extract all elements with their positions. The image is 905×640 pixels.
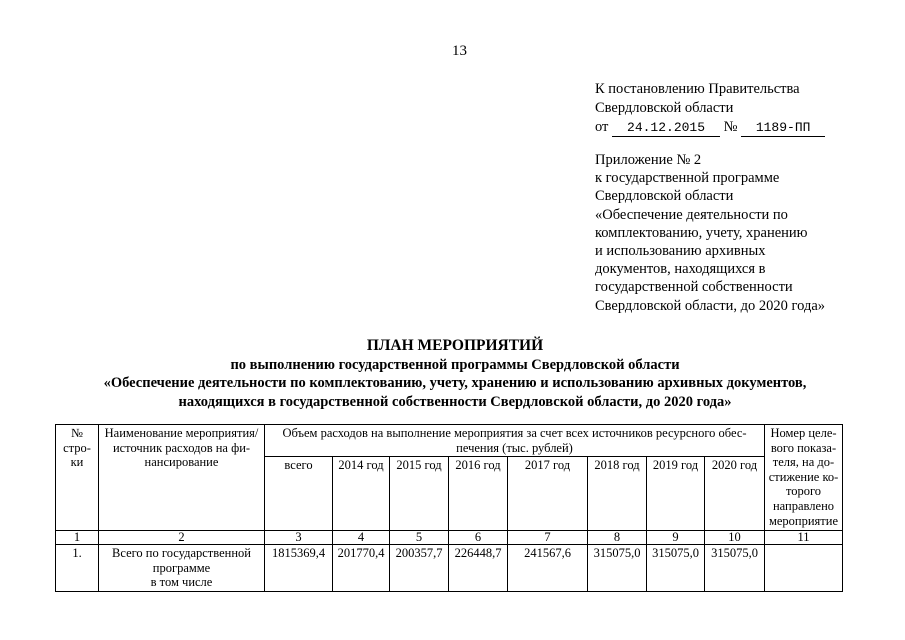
- header-name: [99, 425, 265, 531]
- value-2019: 315075,0: [647, 545, 705, 592]
- column-number: 4: [333, 531, 390, 545]
- title-line-4: находящихся в государственной собственности Свердловской области, до 2020 года»: [178, 393, 732, 410]
- plan-table: [55, 424, 843, 592]
- header-row-number: [56, 425, 99, 531]
- header-text: стро-: [63, 440, 91, 455]
- header-year-2020: 2020 год: [705, 457, 765, 531]
- appendix-line: Приложение № 2: [595, 152, 702, 168]
- appendix-note: [595, 151, 825, 315]
- header-year-2015: 2015 год: [390, 457, 449, 531]
- number-label: №: [723, 119, 738, 135]
- appendix-line: комплектованию, учету, хранению: [595, 224, 808, 241]
- row-number: 1.: [56, 545, 99, 592]
- appendix-line: государственной собственности: [595, 279, 793, 296]
- value-target: [765, 545, 843, 592]
- column-number: 7: [508, 531, 588, 545]
- row-name-line: программе: [152, 560, 211, 575]
- appendix-line: Свердловской области, до 2020 года»: [595, 297, 826, 314]
- column-number: 1: [56, 531, 99, 545]
- page-number: 13: [452, 43, 467, 59]
- header-text: печения (тыс. рублей): [456, 440, 573, 455]
- appendix-line: документов, находящихся в: [595, 261, 766, 278]
- appendix-line: к государственной программе: [595, 170, 780, 187]
- title-line-3: «Обеспечение деятельности по комплектованию, учету, хранению и использованию архивных документов,: [103, 375, 807, 391]
- row-name-line: в том числе: [150, 575, 213, 590]
- header-year-2018: 2018 год: [588, 457, 647, 531]
- value-2020: 315075,0: [705, 545, 765, 592]
- column-number: 8: [588, 531, 647, 545]
- header-text: Наименование мероприятия/: [104, 426, 259, 440]
- from-label: от: [595, 119, 609, 135]
- column-number: 5: [390, 531, 449, 545]
- column-number: 11: [765, 531, 843, 545]
- document-title: [60, 337, 850, 411]
- row-name-line: Всего по государственной: [112, 546, 251, 561]
- column-number: 6: [449, 531, 508, 545]
- decree-line-2: Свердловской области: [595, 100, 734, 116]
- value-2018: 315075,0: [588, 545, 647, 592]
- header-volume: [265, 425, 765, 457]
- header-text: источник расходов на фи-: [112, 440, 251, 455]
- header-year-2017: 2017 год: [508, 457, 588, 531]
- value-2015: 200357,7: [390, 545, 449, 592]
- decree-line-1: К постановлению Правительства: [595, 81, 800, 97]
- value-2016: 226448,7: [449, 545, 508, 592]
- column-number: 9: [647, 531, 705, 545]
- table-row: [56, 545, 843, 592]
- column-number: 3: [265, 531, 333, 545]
- decree-date: 24.12.2015: [612, 120, 720, 137]
- value-2014: 201770,4: [333, 545, 390, 592]
- header-text: направлено: [772, 498, 835, 513]
- header-year-2016: 2016 год: [449, 457, 508, 531]
- header-text: торого: [785, 484, 822, 499]
- header-text: теля, на до-: [772, 455, 835, 470]
- header-text: ки: [70, 455, 84, 470]
- header-text: нансирование: [144, 455, 219, 470]
- value-2017: 241567,6: [508, 545, 588, 592]
- header-text: вого показа-: [770, 440, 837, 455]
- appendix-line: «Обеспечение деятельности по: [595, 206, 788, 223]
- header-text: мероприятие: [768, 513, 839, 528]
- header-text: Объем расходов на выполнение мероприятия за счет всех источников ресурсного обес-: [282, 426, 747, 440]
- title-line-2: по выполнению государственной программы Свердловской области: [230, 356, 680, 373]
- header-text: №: [71, 426, 83, 440]
- header-text: Номер целе-: [770, 426, 837, 440]
- header-text: стижение ко-: [768, 469, 839, 484]
- header-target: [765, 425, 843, 531]
- value-total: 1815369,4: [265, 545, 333, 592]
- column-number: 10: [705, 531, 765, 545]
- title-main: ПЛАН МЕРОПРИЯТИЙ: [366, 337, 544, 354]
- column-number: 2: [99, 531, 265, 545]
- header-year-2014: 2014 год: [333, 457, 390, 531]
- header-year-total: всего: [265, 457, 333, 531]
- column-number-row: [56, 531, 843, 545]
- decree-number: 1189-ПП: [741, 120, 825, 137]
- appendix-line: Свердловской области: [595, 188, 734, 205]
- decree-date-line: [595, 118, 825, 137]
- appendix-line: и использованию архивных: [595, 243, 766, 260]
- header-row: [56, 425, 843, 457]
- header-year-2019: 2019 год: [647, 457, 705, 531]
- decree-reference: [595, 80, 825, 137]
- row-name: [99, 545, 265, 592]
